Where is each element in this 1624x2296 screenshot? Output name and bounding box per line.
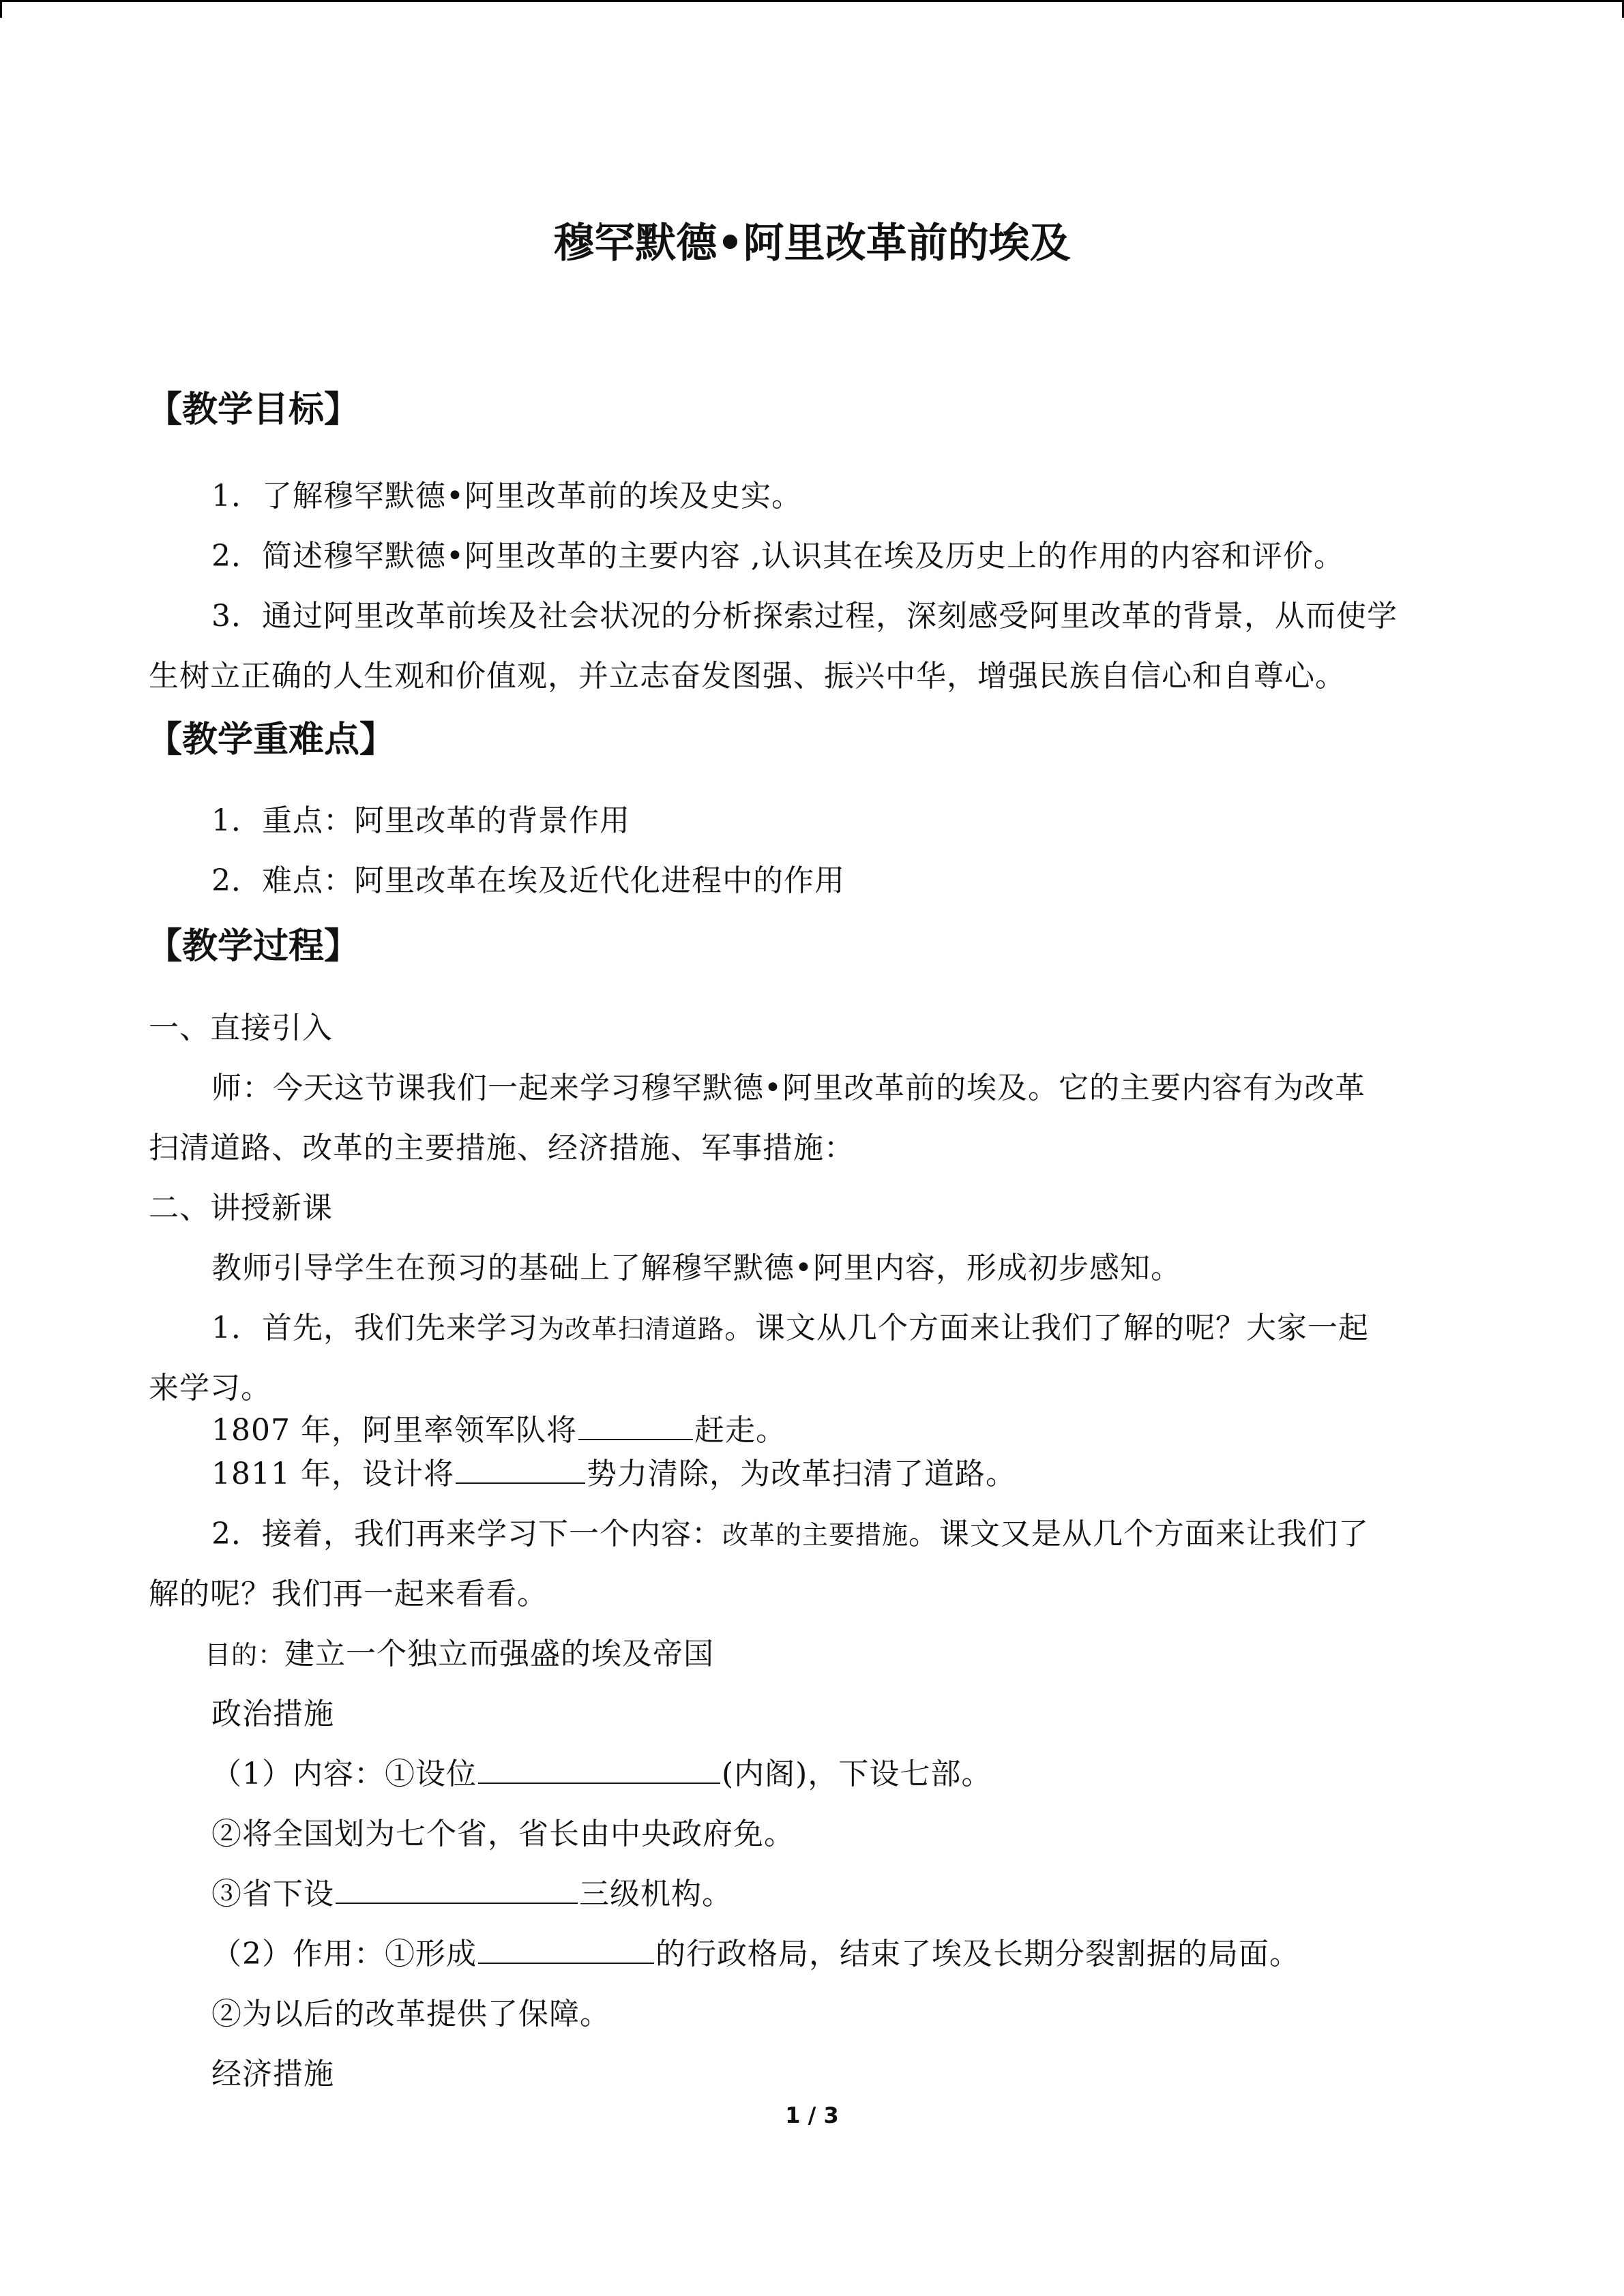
year-1807-text-b: 赶走。 [694, 1413, 786, 1448]
economic-measures-title: 经济措施 [211, 2057, 334, 2091]
fill-blank-province-levels [336, 1875, 578, 1904]
political-content-1-b: (内阁)，下设七部。 [722, 1757, 992, 1791]
political-effect-1-a: （2）作用：①形成 [211, 1937, 477, 1971]
part-2-intro: 教师引导学生在预习的基础上了解穆罕默德•阿里内容，形成初步感知。 [211, 1251, 1181, 1285]
political-measures-title: 政治措施 [211, 1697, 334, 1731]
page-top-border [0, 0, 1624, 2]
part-1-title: 一、直接引入 [149, 1011, 333, 1045]
goal-item-1: 1．了解穆罕默德•阿里改革前的埃及史实。 [211, 479, 802, 513]
reform-goal-text: 建立一个独立而强盛的埃及帝国 [284, 1637, 715, 1671]
step-2-text-b: 改革的主要措施 [722, 1520, 909, 1550]
step-1-line-1 [211, 1309, 1369, 1347]
section-heading-key-points: 【教学重难点】 [147, 719, 396, 760]
fill-blank-admin-structure [478, 1935, 654, 1964]
part-1-line-1: 师：今天这节课我们一起来学习穆罕默德•阿里改革前的埃及。它的主要内容有为改革 [211, 1071, 1365, 1105]
year-1811-text-a: 1811 年，设计将 [211, 1457, 454, 1491]
crop-mark-left [0, 0, 2, 18]
fill-blank-cabinet [478, 1755, 720, 1784]
year-1807-line [211, 1412, 786, 1449]
section-heading-goals: 【教学目标】 [147, 389, 360, 430]
section-heading-process: 【教学过程】 [147, 925, 360, 967]
step-2-line-1 [211, 1515, 1369, 1553]
reform-goal-label: 目的： [205, 1640, 285, 1670]
step-1-text-c: 。课文从几个方面来让我们了解的呢？大家一起 [724, 1311, 1370, 1345]
reform-goal-line [205, 1635, 714, 1673]
key-point-2: 2．难点：阿里改革在埃及近代化进程中的作用 [211, 863, 845, 898]
year-1807-text-a: 1807 年，阿里率领军队将 [211, 1413, 577, 1448]
part-2-title: 二、讲授新课 [149, 1191, 333, 1225]
year-1811-line [211, 1455, 1016, 1493]
political-content-3-b: 三级机构。 [579, 1877, 733, 1911]
step-1-line-2: 来学习。 [149, 1371, 271, 1405]
goal-item-3-line-2: 生树立正确的人生观和价值观，并立志奋发图强、振兴中华，增强民族自信心和自尊心。 [149, 659, 1346, 694]
step-2-text-c: 。课文又是从几个方面来让我们了 [909, 1517, 1370, 1551]
goal-item-2: 2．简述穆罕默德•阿里改革的主要内容 ,认识其在埃及历史上的作用的内容和评价。 [211, 539, 1344, 573]
year-1811-text-b: 势力清除，为改革扫清了道路。 [586, 1457, 1016, 1491]
step-2-text-a: 2．接着，我们再来学习下一个内容： [211, 1517, 722, 1551]
key-point-1: 1．重点：阿里改革的背景作用 [211, 803, 630, 838]
document-title: 穆罕默德•阿里改革前的埃及 [553, 220, 1071, 267]
part-1-line-2: 扫清道路、改革的主要措施、经济措施、军事措施： [149, 1131, 855, 1165]
page-number: 1 / 3 [785, 2102, 839, 2128]
step-1-text-a: 1．首先，我们先来学习 [211, 1311, 538, 1345]
step-2-line-2: 解的呢？我们再一起来看看。 [149, 1577, 548, 1611]
political-content-1-a: （1）内容：①设位 [211, 1757, 477, 1791]
political-content-1 [211, 1755, 992, 1793]
political-effect-2: ②为以后的改革提供了保障。 [211, 1997, 610, 2031]
political-effect-1-b: 的行政格局，结束了埃及长期分裂割据的局面。 [655, 1937, 1300, 1971]
political-content-3-a: ③省下设 [211, 1877, 334, 1911]
political-effect-1 [211, 1935, 1300, 1973]
fill-blank-1807 [578, 1412, 693, 1440]
political-content-3 [211, 1875, 733, 1913]
political-content-2: ②将全国划为七个省，省长由中央政府免。 [211, 1817, 795, 1851]
step-1-text-b: 为改革扫清道路 [538, 1314, 725, 1344]
goal-item-3-line-1: 3．通过阿里改革前埃及社会状况的分析探索过程，深刻感受阿里改革的背景，从而使学 [211, 599, 1398, 633]
fill-blank-1811 [456, 1455, 585, 1484]
